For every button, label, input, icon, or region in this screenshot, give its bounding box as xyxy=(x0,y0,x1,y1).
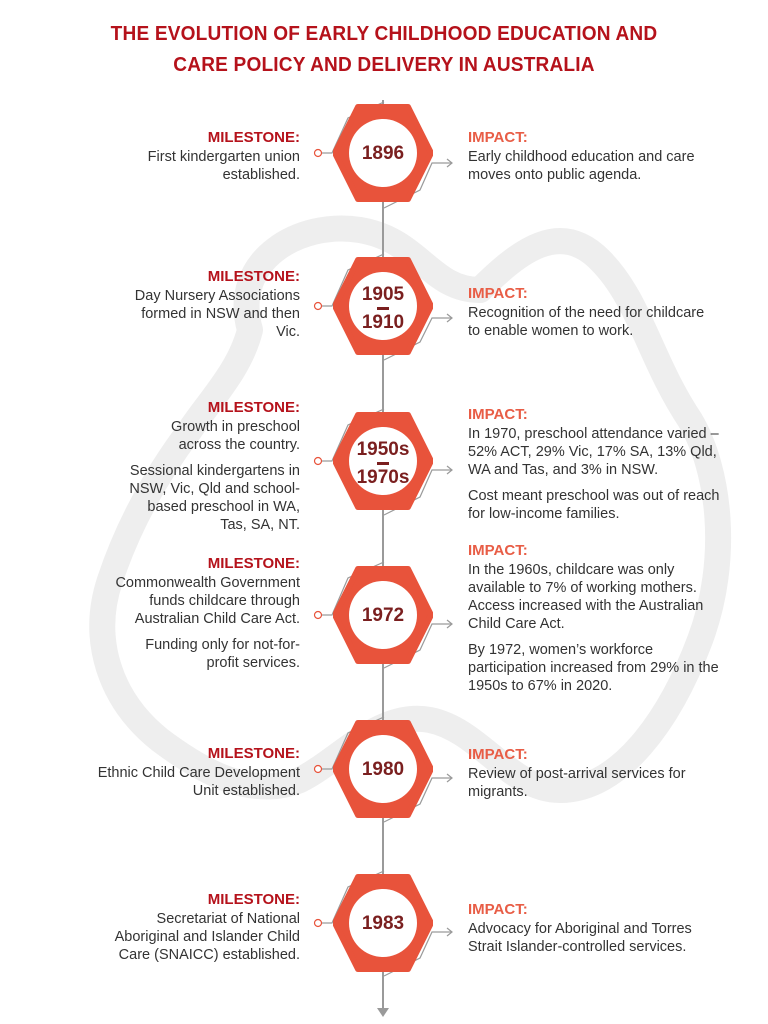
milestone-1980 xyxy=(75,745,300,800)
year-range-dash xyxy=(377,307,389,310)
impact-label: IMPACT: xyxy=(468,406,528,423)
impact-label: IMPACT: xyxy=(468,746,528,763)
impact-text: By 1972, women’s workforce participation increased from 29% in the 1950s to 67% in 2020. xyxy=(468,642,719,694)
milestone-label: MILESTONE: xyxy=(207,129,300,146)
year-1980: 1980 xyxy=(361,759,405,780)
year-start: 1905 xyxy=(361,284,405,305)
impact-label: IMPACT: xyxy=(468,285,528,302)
year-1950s-1970s xyxy=(333,438,433,489)
impact-text: Advocacy for Aboriginal and Torres Strait Islander-controlled services. xyxy=(468,921,692,955)
impact-1972 xyxy=(468,542,730,695)
impact-1983 xyxy=(468,901,708,956)
milestone-1905-1910 xyxy=(125,268,300,341)
milestone-label: MILESTONE: xyxy=(207,268,300,285)
impact-label: IMPACT: xyxy=(468,129,528,146)
impact-1905-1910 xyxy=(468,285,718,340)
milestone-1983 xyxy=(95,891,300,964)
year-1972: 1972 xyxy=(361,605,405,626)
impact-text: Cost meant preschool was out of reach for low-income families. xyxy=(468,488,720,522)
milestone-label: MILESTONE: xyxy=(207,399,300,416)
impact-1980 xyxy=(468,746,688,801)
milestone-text: Day Nursery Associations formed in NSW and then Vic. xyxy=(134,288,300,340)
milestone-text: First kindergarten union established. xyxy=(147,149,300,183)
milestone-label: MILESTONE: xyxy=(207,891,300,908)
year-range-dash xyxy=(377,462,389,465)
milestone-1896 xyxy=(130,129,300,184)
year-start: 1950s xyxy=(356,439,410,460)
impact-text: In the 1960s, childcare was only available to 7% of working mothers. Access increased with the Australian Child Care Act. xyxy=(468,562,704,632)
year-end: 1910 xyxy=(361,312,405,333)
milestone-label: MILESTONE: xyxy=(207,555,300,572)
milestone-label: MILESTONE: xyxy=(207,745,300,762)
milestone-text: Funding only for not-for-profit services. xyxy=(145,637,300,671)
year-end: 1970s xyxy=(356,467,410,488)
milestone-text: Commonwealth Government funds childcare through Australian Child Care Act. xyxy=(115,575,300,627)
milestone-text: Growth in preschool across the country. xyxy=(171,419,300,453)
page-title xyxy=(27,18,741,80)
impact-text: Review of post-arrival services for migrants. xyxy=(468,766,686,800)
milestone-1972 xyxy=(115,555,300,672)
impact-1896 xyxy=(468,129,703,184)
impact-text: Recognition of the need for childcare to enable women to work. xyxy=(468,305,705,339)
milestone-text: Ethnic Child Care Development Unit established. xyxy=(97,765,300,799)
milestone-text: Sessional kindergartens in NSW, Vic, Qld and school-based preschool in WA, Tas, SA, NT. xyxy=(129,463,300,533)
title-line-1: THE EVOLUTION OF EARLY CHILDHOOD EDUCATION AND xyxy=(110,22,658,45)
impact-text: Early childhood education and care moves onto public agenda. xyxy=(468,149,695,183)
impact-label: IMPACT: xyxy=(468,542,528,559)
impact-1950s-1970s xyxy=(468,406,730,523)
milestone-text: Secretariat of National Aboriginal and Islander Child Care (SNAICC) established. xyxy=(114,911,300,963)
year-1905-1910 xyxy=(333,283,433,334)
impact-label: IMPACT: xyxy=(468,901,528,918)
year-1896: 1896 xyxy=(361,143,405,164)
milestone-1950s-1970s xyxy=(125,399,300,534)
impact-text: In 1970, preschool attendance varied – 52% ACT, 29% Vic, 17% SA, 13% Qld, WA and Tas, and 3% in NSW. xyxy=(468,426,719,478)
title-line-2: CARE POLICY AND DELIVERY IN AUSTRALIA xyxy=(173,53,595,76)
year-1983: 1983 xyxy=(361,913,405,934)
timeline-arrow-icon xyxy=(377,1008,389,1017)
